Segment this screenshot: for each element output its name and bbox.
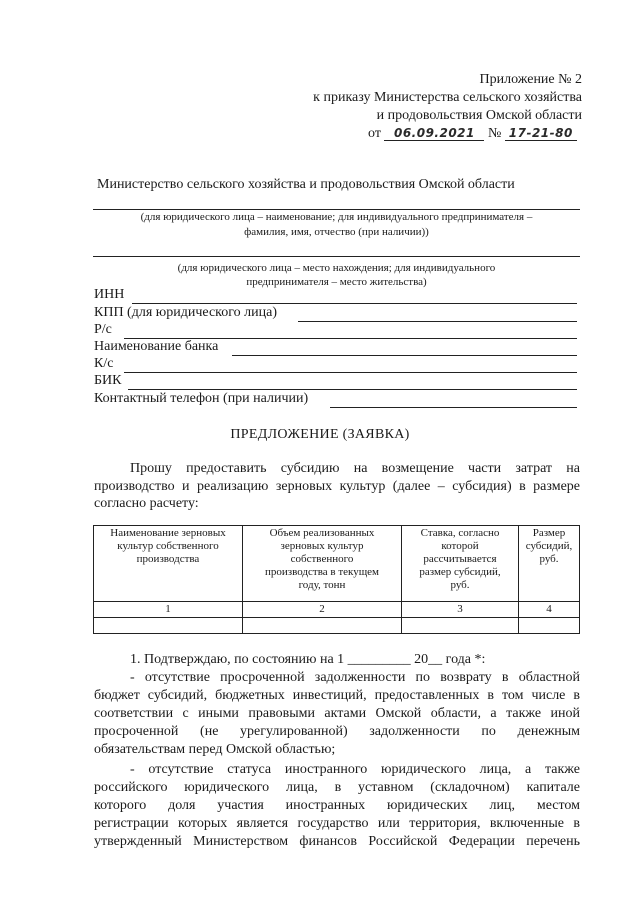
- order-date: 06.09.2021: [384, 126, 484, 141]
- bik-line: [128, 389, 577, 390]
- header-text: размер субсидий,: [419, 566, 501, 578]
- phone-label: Контактный телефон (при наличии): [94, 391, 309, 406]
- table-empty-row: [94, 618, 580, 634]
- header-culture-name: [94, 526, 243, 602]
- order-number: 17-21-80: [505, 126, 577, 141]
- header-text: Ставка, согласно: [420, 527, 500, 539]
- header-text: году, тонн: [298, 579, 346, 591]
- table-number-row: [94, 602, 580, 618]
- bank-line: [232, 355, 577, 356]
- empty-cell: [94, 618, 243, 634]
- header-text: производства в текущем: [264, 566, 380, 578]
- appendix-label: Приложение № 2: [479, 72, 582, 87]
- name-underline: [93, 209, 580, 210]
- name-hint-1: (для юридического лица – наименование; для индивидуального предпринимателя –: [140, 211, 533, 223]
- ministry-name: Министерство сельского хозяйства и продовольствия Омской области: [97, 177, 515, 192]
- paragraph-line: - отсутствие статуса иностранного юридического лица, а также: [130, 762, 580, 777]
- document-title: ПРЕДЛОЖЕНИЕ (ЗАЯВКА): [230, 427, 410, 442]
- inn-line: [132, 303, 577, 304]
- address-hint-1: (для юридического лица – место нахождения; для индивидуального: [177, 262, 496, 274]
- order-line-1: к приказу Министерства сельского хозяйства: [313, 90, 582, 105]
- paragraph-line: регистрации которых является государство или территория, включенные в: [94, 816, 580, 831]
- paragraph-line: российского юридического лица, в уставном (складочном) капитале: [94, 780, 580, 795]
- header-text: собственного: [290, 553, 354, 565]
- kpp-label: КПП (для юридического лица): [94, 305, 277, 320]
- header-text: субсидий,: [525, 540, 573, 552]
- header-text: рассчитывается: [423, 553, 497, 565]
- header-text: которой: [441, 540, 479, 552]
- header-text: зерновых культур: [280, 540, 364, 552]
- bank-label: Наименование банка: [94, 339, 219, 354]
- ks-label: К/с: [94, 356, 114, 371]
- column-number-1: 1: [94, 602, 243, 618]
- paragraph-line: бюджет субсидий, бюджетных инвестиций, предоставленных в том числе в: [94, 688, 580, 703]
- name-hint-2: фамилия, имя, отчество (при наличии)): [244, 226, 429, 238]
- paragraph-line: утвержденный Министерством финансов Российской Федерации перечень: [94, 834, 580, 849]
- intro-line-3: согласно расчету:: [94, 496, 199, 511]
- from-label: от: [368, 126, 381, 141]
- header-text: руб.: [450, 579, 470, 591]
- empty-cell: [243, 618, 402, 634]
- paragraph-line: которого доля участия иностранных юридических лиц, местом: [94, 798, 580, 813]
- paragraph-line: - отсутствие просроченной задолженности по возврату в областной: [130, 670, 580, 685]
- header-text: культур собственного: [117, 540, 219, 552]
- header-text: производства: [136, 553, 200, 565]
- rs-label: Р/с: [94, 322, 112, 337]
- order-ref: [368, 126, 577, 142]
- number-label: №: [487, 126, 502, 141]
- subsidy-calculation-table: [93, 525, 580, 634]
- empty-cell: [402, 618, 519, 634]
- intro-line-2: производство и реализацию зерновых культур (далее – субсидия) в размере: [94, 479, 580, 494]
- paragraph-line: соответствии с иными правовыми актами Омской области, а также иной: [94, 706, 580, 721]
- intro-line-1: Прошу предоставить субсидию на возмещение части затрат на: [130, 461, 580, 476]
- address-hint-2: предпринимателя – место жительства): [246, 276, 427, 288]
- order-line-2: и продовольствия Омской области: [376, 108, 582, 123]
- table-header-row: [94, 526, 580, 602]
- paragraph-line: обязательствам перед Омской областью;: [94, 742, 336, 757]
- column-number-4: 4: [519, 602, 580, 618]
- header-subsidy-amount: [519, 526, 580, 602]
- confirm-line: 1. Подтверждаю, по состоянию на 1 _________ 20__ года *:: [130, 652, 486, 667]
- column-number-3: 3: [402, 602, 519, 618]
- header-text: Наименование зерновых: [110, 527, 226, 539]
- header-rate: [402, 526, 519, 602]
- empty-cell: [519, 618, 580, 634]
- header-text: Размер: [532, 527, 566, 539]
- header-volume: [243, 526, 402, 602]
- header-text: руб.: [539, 553, 559, 565]
- kpp-line: [298, 321, 577, 322]
- address-underline: [93, 256, 580, 257]
- inn-label: ИНН: [94, 287, 125, 302]
- column-number-2: 2: [243, 602, 402, 618]
- bik-label: БИК: [94, 373, 122, 388]
- header-text: Объем реализованных: [269, 527, 375, 539]
- ks-line: [124, 372, 577, 373]
- paragraph-line: просроченной (не урегулированной) задолженности по денежным: [94, 724, 580, 739]
- phone-line: [330, 407, 577, 408]
